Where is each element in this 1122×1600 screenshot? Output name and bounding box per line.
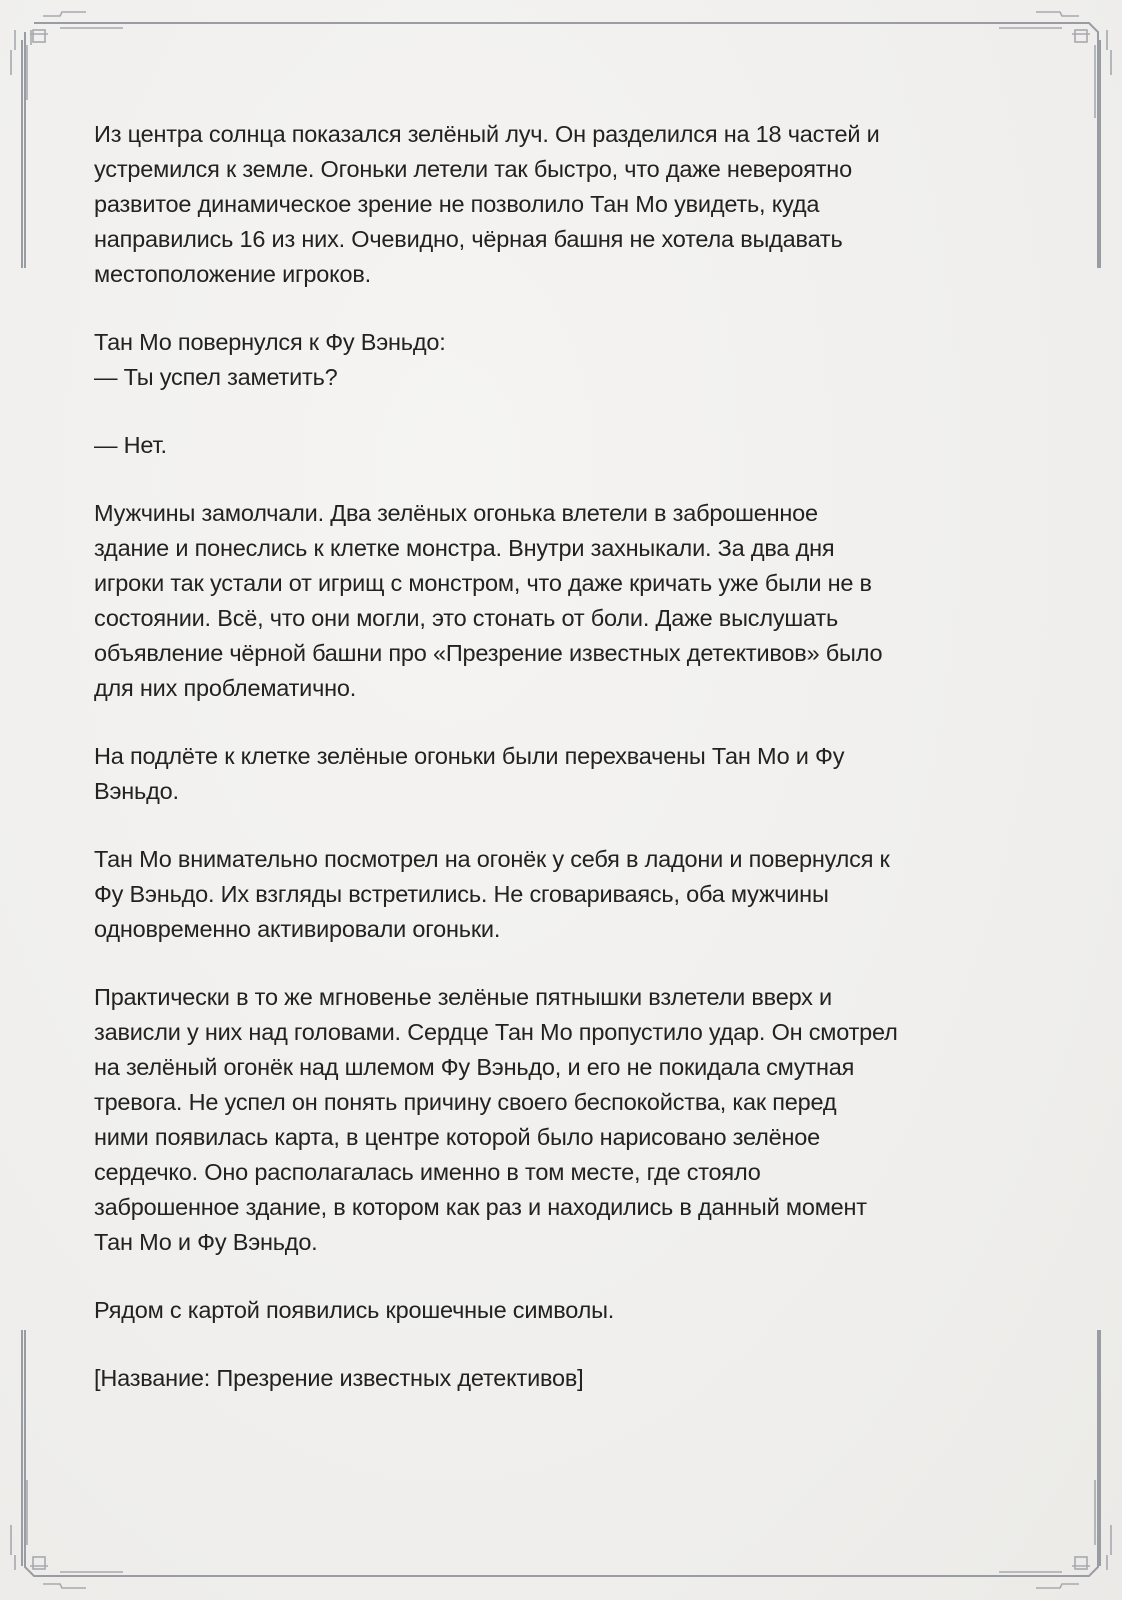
- dialogue-line: — Ты успел заметить?: [94, 364, 338, 390]
- paragraph: [94, 739, 1024, 809]
- text-line: зависли у них над головами. Сердце Тан Мо пропустило удар. Он смотрел: [94, 1019, 898, 1045]
- text-line: Практически в то же мгновенье зелёные пятнышки взлетели вверх и: [94, 984, 832, 1010]
- text-line: одновременно активировали огоньки.: [94, 916, 501, 942]
- text-line: на зелёный огонёк над шлемом Фу Вэньдо, и его не покидала смутная: [94, 1054, 855, 1080]
- paragraph: [94, 842, 1024, 947]
- paragraph: [94, 980, 1024, 1260]
- text-line: Фу Вэньдо. Их взгляды встретились. Не сговариваясь, оба мужчины: [94, 881, 829, 907]
- text-line: На подлёте к клетке зелёные огоньки были перехвачены Тан Мо и Фу: [94, 743, 845, 769]
- system-message-text: [Название: Презрение известных детективов]: [94, 1365, 584, 1391]
- paragraph: [94, 117, 1024, 292]
- system-message: [94, 1361, 1024, 1396]
- text-line: для них проблематично.: [94, 675, 357, 701]
- text-line: развитое динамическое зрение не позволило Тан Мо увидеть, куда: [94, 191, 820, 217]
- text-line: игроки так устали от игрищ с монстром, что даже кричать уже были не в: [94, 570, 872, 596]
- paragraph: [94, 325, 1024, 395]
- text-line: Тан Мо внимательно посмотрел на огонёк у себя в ладони и повернулся к: [94, 846, 890, 872]
- text-line: местоположение игроков.: [94, 261, 371, 287]
- text-line: заброшенное здание, в котором как раз и находились в данный момент: [94, 1194, 867, 1220]
- text-line: состоянии. Всё, что они могли, это стонать от боли. Даже выслушать: [94, 605, 839, 631]
- corner-ornament-top-left: [11, 12, 123, 100]
- paragraph: [94, 496, 1024, 706]
- paragraph: [94, 428, 1024, 463]
- corner-ornament-bottom-left: [11, 1480, 123, 1588]
- text-line: устремился к земле. Огоньки летели так быстро, что даже невероятно: [94, 156, 852, 182]
- text-line: Тан Мо и Фу Вэньдо.: [94, 1229, 318, 1255]
- text-line: тревога. Не успел он понять причину своего беспокойства, как перед: [94, 1089, 837, 1115]
- dialogue-line: — Нет.: [94, 432, 167, 458]
- text-line: Мужчины замолчали. Два зелёных огонька влетели в заброшенное: [94, 500, 818, 526]
- document-body: [94, 117, 1024, 1429]
- text-line: ними появилась карта, в центре которой было нарисовано зелёное: [94, 1124, 820, 1150]
- text-line: Из центра солнца показался зелёный луч. Он разделился на 18 частей и: [94, 121, 880, 147]
- text-line: объявление чёрной башни про «Презрение известных детективов» было: [94, 640, 883, 666]
- text-line: Тан Мо повернулся к Фу Вэньдо:: [94, 329, 446, 355]
- paragraph: [94, 1293, 1024, 1328]
- text-line: направились 16 из них. Очевидно, чёрная башня не хотела выдавать: [94, 226, 843, 252]
- text-line: здание и понеслись к клетке монстра. Внутри захныкали. За два дня: [94, 535, 835, 561]
- text-line: Рядом с картой появились крошечные символы.: [94, 1297, 615, 1323]
- text-line: Вэньдо.: [94, 778, 179, 804]
- text-line: сердечко. Оно располагалась именно в том месте, где стояло: [94, 1159, 761, 1185]
